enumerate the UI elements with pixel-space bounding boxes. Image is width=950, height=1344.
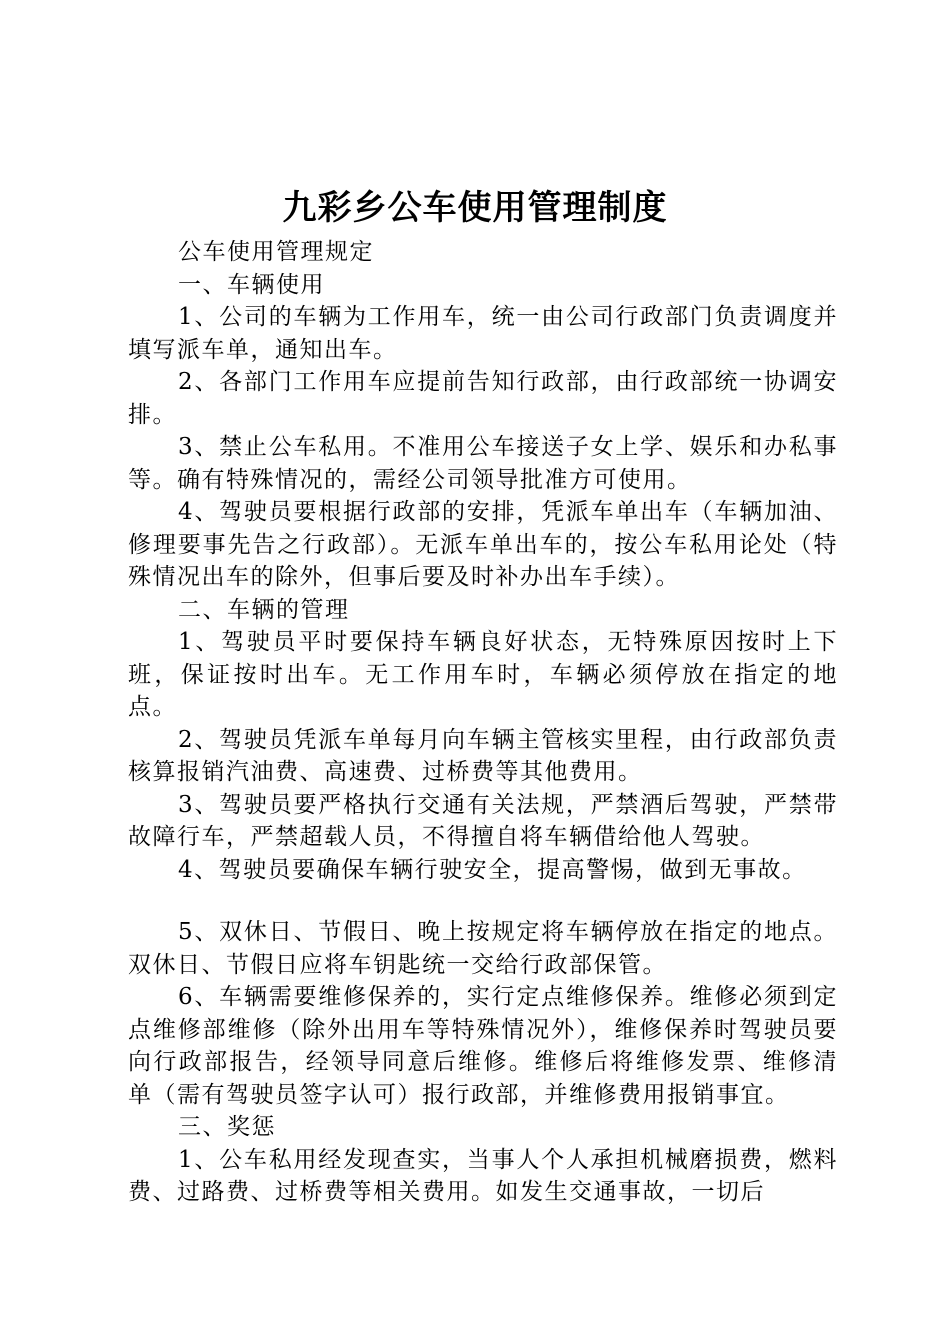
paragraph-use-2: 2、各部门工作用车应提前告知行政部，由行政部统一协调安排。 — [128, 369, 838, 428]
paragraph-use-4: 4、驾驶员要根据行政部的安排，凭派车单出车（车辆加油、修理要事先告之行政部）。无派车单出车的，按公车私用论处（特殊情况出车的除外，但事后要及时补办出车手续）。 — [128, 499, 838, 590]
section-heading-vehicle-management: 二、车辆的管理 — [178, 596, 350, 623]
paragraph-management-3: 3、驾驶员要严格执行交通有关法规，严禁酒后驾驶，严禁带故障行车，严禁超载人员，不得擅自将车辆借给他人驾驶。 — [128, 791, 838, 850]
section-heading-rewards-penalties: 三、奖惩 — [178, 1114, 276, 1140]
paragraph-use-3: 3、禁止公车私用。不准用公车接送子女上学、娱乐和办私事等。确有特殊情况的，需经公司领导批准方可使用。 — [128, 434, 838, 493]
paragraph-heading-rules: 公车使用管理规定 — [178, 239, 374, 265]
document-title: 九彩乡公车使用管理制度 — [282, 188, 668, 228]
paragraph-rewards-1: 1、公车私用经发现查实，当事人个人承担机械磨损费，燃料费、过路费、过桥费等相关费用。如发生交通事故，一切后 — [128, 1146, 838, 1205]
paragraph-use-1: 1、公司的车辆为工作用车，统一由公司行政部门负责调度并填写派车单，通知出车。 — [128, 304, 838, 363]
paragraph-management-1: 1、驾驶员平时要保持车辆良好状态，无特殊原因按时上下班，保证按时出车。无工作用车时，车辆必须停放在指定的地点。 — [128, 629, 838, 720]
paragraph-management-2: 2、驾驶员凭派车单每月向车辆主管核实里程，由行政部负责核算报销汽油费、高速费、过桥费等其他费用。 — [128, 726, 838, 785]
paragraph-management-4: 4、驾驶员要确保车辆行驶安全，提高警惕，做到无事故。 — [178, 856, 807, 883]
section-heading-vehicle-use: 一、车辆使用 — [178, 271, 325, 298]
paragraph-management-5: 5、双休日、节假日、晚上按规定将车辆停放在指定的地点。双休日、节假日应将车钥匙统一交给行政部保管。 — [128, 919, 838, 978]
document-body — [128, 236, 838, 1209]
paragraph-management-6: 6、车辆需要维修保养的，实行定点维修保养。维修必须到定点维修部维修（除外出用车等特殊情况外），维修保养时驾驶员要向行政部报告，经领导同意后维修。维修后将维修发票、维修清单（需有驾驶员签字认可）报行政部，并维修费用报销事宜。 — [128, 984, 838, 1108]
blank-line — [128, 886, 838, 916]
